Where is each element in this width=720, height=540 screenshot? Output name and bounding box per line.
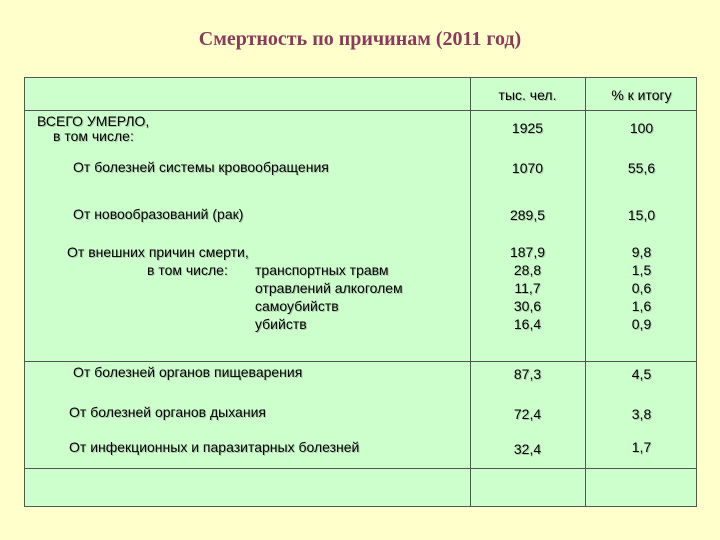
- cell-respiratory-thousands: 72,4: [513, 406, 542, 422]
- subitem-alcohol: отравлений алкоголем: [255, 280, 403, 296]
- cell-total-percent: 100: [629, 120, 654, 136]
- page-title: Смертность по причинам (2011 год): [198, 28, 522, 50]
- cell-digestive-percent: 4,5: [631, 366, 652, 382]
- cell-external-percent: 9,8: [631, 244, 652, 260]
- cell-total-thousands: 1925: [511, 120, 544, 136]
- cell-alcohol-percent: 0,6: [631, 280, 652, 296]
- cell-circulatory-thousands: 1070: [511, 160, 544, 176]
- row-sublabel-total: в том числе:: [53, 128, 134, 144]
- cell-infectious-percent: 1,7: [631, 439, 652, 455]
- cell-infectious-thousands: 32,4: [513, 441, 542, 457]
- cell-homicide-percent: 0,9: [631, 316, 652, 332]
- cell-transport-percent: 1,5: [631, 262, 652, 278]
- cell-external-thousands: 187,9: [509, 244, 546, 260]
- row-label-infectious: От инфекционных и паразитарных болезней: [69, 439, 360, 455]
- cell-suicide-percent: 1,6: [631, 298, 652, 314]
- cell-alcohol-thousands: 11,7: [514, 280, 541, 296]
- mortality-table: [24, 77, 697, 507]
- row-label-external: От внешних причин смерти,: [67, 244, 249, 260]
- row-divider: [25, 468, 696, 469]
- row-sublabel-external: в том числе:: [147, 262, 228, 278]
- row-label-digestive: От болезней органов пищеварения: [73, 364, 303, 380]
- subitem-homicide: убийств: [255, 316, 307, 332]
- row-divider: [25, 361, 696, 362]
- column-header-percent: % к итогу: [611, 87, 672, 103]
- cell-circulatory-percent: 55,6: [627, 160, 656, 176]
- cell-homicide-thousands: 16,4: [513, 316, 542, 332]
- cell-transport-thousands: 28,8: [513, 262, 542, 278]
- row-label-circulatory: От болезней системы кровообращения: [73, 159, 329, 175]
- row-label-neoplasms: От новообразований (рак): [73, 206, 244, 222]
- subitem-transport: транспортных травм: [255, 262, 389, 278]
- cell-suicide-thousands: 30,6: [513, 298, 542, 314]
- cell-respiratory-percent: 3,8: [631, 406, 652, 422]
- row-label-total: ВСЕГО УМЕРЛО,: [37, 113, 150, 129]
- subitem-suicide: самоубийств: [255, 298, 339, 314]
- column-header-thousands: тыс. чел.: [498, 87, 557, 103]
- cell-neoplasms-thousands: 289,5: [509, 207, 546, 223]
- row-label-respiratory: От болезней органов дыхания: [69, 404, 266, 420]
- cell-neoplasms-percent: 15,0: [627, 207, 656, 223]
- row-divider: [25, 110, 696, 111]
- cell-digestive-thousands: 87,3: [513, 366, 542, 382]
